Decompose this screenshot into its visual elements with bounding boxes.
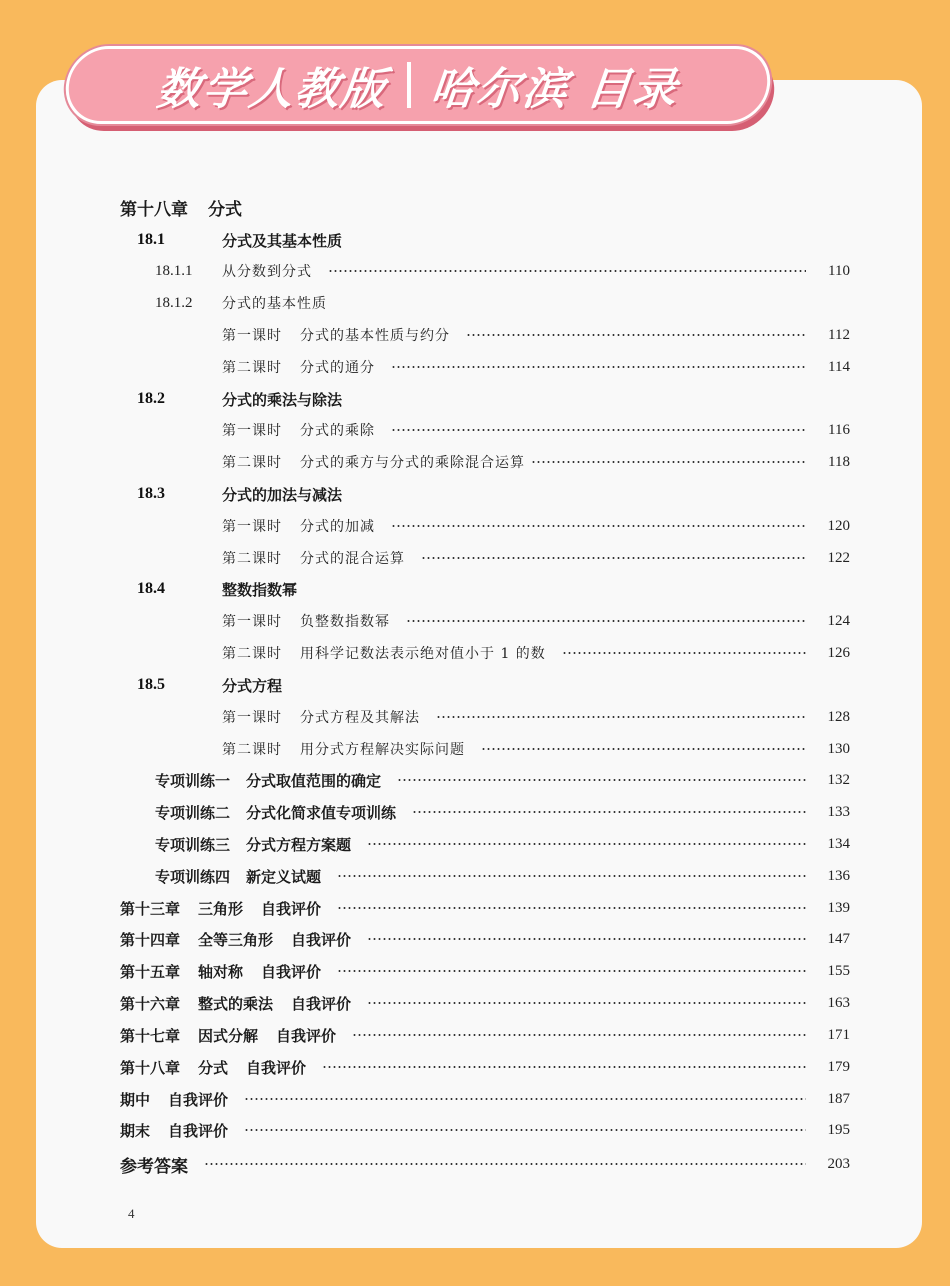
toc-entry[interactable]	[120, 1055, 850, 1079]
review-title: 整式的乘法	[198, 994, 274, 1013]
toc-entry[interactable]	[222, 546, 850, 570]
lesson-label: 第二课时	[222, 455, 282, 471]
dot-leader	[322, 1066, 806, 1068]
answers-label: 参考答案	[120, 1156, 188, 1177]
page-number: 130	[827, 740, 850, 757]
lesson-label: 第二课时	[222, 551, 282, 567]
review-suffix: 自我评价	[246, 1058, 307, 1077]
review-label: 期中	[120, 1090, 151, 1109]
page-number: 155	[827, 962, 850, 979]
dot-leader	[244, 1129, 806, 1131]
lesson-label: 第一课时	[222, 423, 282, 439]
training-title: 新定义试题	[246, 867, 322, 886]
page-number: 122	[827, 549, 850, 566]
dot-leader	[337, 970, 806, 972]
lesson-label: 第一课时	[222, 710, 282, 726]
training-label: 专项训练二	[155, 803, 231, 822]
subsection-number: 18.1.1	[155, 262, 193, 279]
review-label: 第十八章	[120, 1058, 181, 1077]
lesson-title: 用分式方程解决实际问题	[300, 742, 465, 758]
dot-leader	[436, 716, 806, 718]
lesson-title: 分式的乘除	[300, 423, 375, 439]
lesson-label: 第一课时	[222, 614, 282, 630]
page-footer-number: 4	[128, 1206, 135, 1221]
dot-leader	[531, 461, 806, 463]
review-label: 第十七章	[120, 1026, 181, 1045]
page-number: 147	[827, 930, 850, 947]
page-number: 133	[827, 803, 850, 820]
review-suffix: 自我评价	[168, 1121, 229, 1140]
toc-entry[interactable]	[222, 418, 850, 442]
toc-entry[interactable]	[222, 737, 850, 761]
chapter-heading	[120, 195, 850, 219]
section-title: 整数指数幂	[222, 580, 298, 599]
page-number: 187	[827, 1090, 850, 1107]
lesson-title: 分式方程及其解法	[300, 710, 420, 726]
banner-left-text: 数学人教版	[154, 64, 390, 115]
dot-leader	[391, 429, 806, 431]
page-number: 171	[827, 1026, 850, 1043]
dot-leader	[481, 748, 806, 750]
dot-leader	[391, 525, 806, 527]
dot-leader	[244, 1098, 806, 1100]
review-title: 轴对称	[198, 962, 244, 981]
review-title: 全等三角形	[198, 930, 274, 949]
review-suffix: 自我评价	[276, 1026, 337, 1045]
review-label: 第十六章	[120, 994, 181, 1013]
lesson-title: 用科学记数法表示绝对值小于 1 的数	[300, 646, 546, 662]
lesson-title: 负整数指数幂	[300, 614, 390, 630]
dot-leader	[367, 938, 806, 940]
toc-entry[interactable]	[155, 800, 850, 824]
section-title: 分式及其基本性质	[222, 231, 343, 250]
dot-leader	[466, 334, 806, 336]
page-number: 132	[827, 771, 850, 788]
dot-leader	[367, 843, 806, 845]
lesson-title: 分式的乘方与分式的乘除混合运算	[300, 455, 525, 471]
toc-entry[interactable]	[120, 1152, 850, 1176]
toc-entry[interactable]	[222, 641, 850, 665]
subsection-title: 分式的基本性质	[222, 296, 327, 312]
section-number: 18.3	[137, 485, 165, 502]
review-label: 第十三章	[120, 899, 181, 918]
toc-entry[interactable]	[222, 514, 850, 538]
dot-leader	[421, 557, 806, 559]
section-row	[137, 482, 837, 506]
review-label: 期末	[120, 1121, 151, 1140]
review-title: 分式	[198, 1058, 229, 1077]
page-number: 120	[827, 517, 850, 534]
dot-leader	[352, 1034, 806, 1036]
dot-leader	[391, 366, 806, 368]
training-title: 分式取值范围的确定	[246, 771, 382, 790]
page-number: 126	[827, 644, 850, 661]
page-number: 195	[827, 1121, 850, 1138]
page-number: 118	[828, 453, 850, 470]
lesson-label: 第二课时	[222, 646, 282, 662]
page-number: 139	[827, 899, 850, 916]
dot-leader	[562, 652, 806, 654]
page-number: 134	[827, 835, 850, 852]
toc-entry[interactable]	[222, 323, 850, 347]
section-title: 分式的加法与减法	[222, 485, 343, 504]
dot-leader	[397, 779, 806, 781]
banner-right-text: 哈尔滨 目录	[428, 64, 681, 115]
toc-entry[interactable]	[120, 896, 850, 920]
section-row	[137, 228, 837, 252]
dot-leader	[337, 907, 806, 909]
toc-entry[interactable]	[155, 259, 850, 283]
review-label: 第十四章	[120, 930, 181, 949]
section-row	[137, 673, 837, 697]
toc-entry[interactable]	[120, 1023, 850, 1047]
section-number: 18.5	[137, 676, 165, 693]
toc-entry[interactable]	[222, 450, 850, 474]
section-title: 分式的乘法与除法	[222, 390, 343, 409]
dot-leader	[412, 811, 806, 813]
review-suffix: 自我评价	[291, 994, 352, 1013]
page-number: 110	[828, 262, 850, 279]
section-title: 分式方程	[222, 676, 283, 695]
page-number: 179	[827, 1058, 850, 1075]
review-suffix: 自我评价	[261, 899, 322, 918]
page-number: 112	[828, 326, 850, 343]
lesson-label: 第一课时	[222, 519, 282, 535]
subsection-number: 18.1.2	[155, 294, 193, 311]
toc-entry[interactable]	[155, 864, 850, 888]
toc-entry[interactable]	[155, 768, 850, 792]
lesson-label: 第一课时	[222, 328, 282, 344]
subsection-row	[155, 291, 850, 315]
review-suffix: 自我评价	[291, 930, 352, 949]
page-number: 136	[827, 867, 850, 884]
lesson-title: 分式的基本性质与约分	[300, 328, 450, 344]
toc-entry[interactable]	[120, 1118, 850, 1142]
section-row	[137, 387, 837, 411]
page-number: 116	[828, 421, 850, 438]
section-number: 18.4	[137, 580, 165, 597]
review-title: 三角形	[198, 899, 244, 918]
section-number: 18.2	[137, 390, 165, 407]
lesson-label: 第二课时	[222, 360, 282, 376]
subsection-title: 从分数到分式	[222, 264, 312, 280]
toc-entry[interactable]	[120, 959, 850, 983]
dot-leader	[328, 270, 806, 272]
toc-entry[interactable]	[155, 832, 850, 856]
lesson-title: 分式的加减	[300, 519, 375, 535]
dot-leader	[406, 620, 806, 622]
chapter-label: 第十八章	[120, 199, 188, 220]
toc-entry[interactable]	[120, 1087, 850, 1111]
page-number: 124	[827, 612, 850, 629]
page-number: 114	[828, 358, 850, 375]
toc-entry[interactable]	[120, 991, 850, 1015]
section-number: 18.1	[137, 231, 165, 248]
training-title: 分式方程方案题	[246, 835, 352, 854]
page-number: 128	[827, 708, 850, 725]
section-row	[137, 577, 837, 601]
training-label: 专项训练三	[155, 835, 231, 854]
page-number: 203	[827, 1155, 850, 1172]
page-number: 163	[827, 994, 850, 1011]
toc-entry[interactable]	[120, 927, 850, 951]
review-label: 第十五章	[120, 962, 181, 981]
toc-entry[interactable]	[222, 355, 850, 379]
lesson-title: 分式的混合运算	[300, 551, 405, 567]
toc-entry[interactable]	[222, 609, 850, 633]
chapter-title: 分式	[208, 199, 242, 220]
review-suffix: 自我评价	[261, 962, 322, 981]
training-label: 专项训练一	[155, 771, 231, 790]
toc-entry[interactable]	[222, 705, 850, 729]
dot-leader	[367, 1002, 806, 1004]
dot-leader	[337, 875, 806, 877]
training-title: 分式化简求值专项训练	[246, 803, 397, 822]
training-label: 专项训练四	[155, 867, 231, 886]
lesson-label: 第二课时	[222, 742, 282, 758]
review-suffix: 自我评价	[168, 1090, 229, 1109]
lesson-title: 分式的通分	[300, 360, 375, 376]
review-title: 因式分解	[198, 1026, 259, 1045]
dot-leader	[204, 1163, 806, 1165]
